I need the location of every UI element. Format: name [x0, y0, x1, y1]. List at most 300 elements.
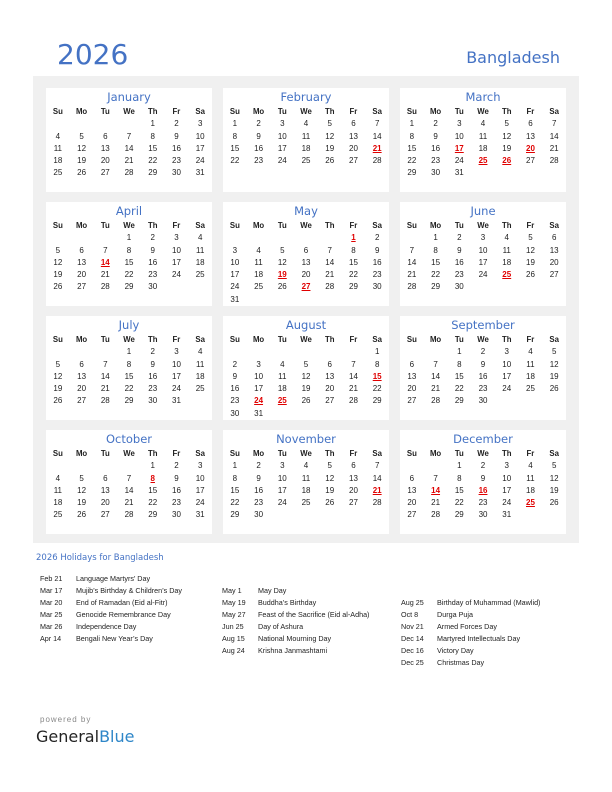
- day-cell: 5: [504, 119, 509, 129]
- calendar-panel: [33, 76, 579, 543]
- day-cell: 23: [254, 498, 264, 508]
- weekday-header: Fr: [172, 221, 181, 230]
- day-cell: 16: [230, 384, 240, 394]
- day-cell: 20: [407, 384, 417, 394]
- weekday-header: Sa: [549, 221, 559, 230]
- day-cell: 7: [409, 245, 415, 255]
- weekday-header: Fr: [172, 335, 181, 344]
- month-grid: [223, 448, 389, 522]
- day-cell: 14: [431, 371, 441, 381]
- day-cell: 7: [374, 461, 380, 471]
- weekday-header: Th: [324, 221, 335, 230]
- day-cell: 27: [100, 510, 110, 520]
- day-cell: 1: [457, 347, 462, 357]
- day-cell: 9: [433, 131, 438, 141]
- day-cell: 1: [457, 461, 462, 471]
- weekday-header: Th: [147, 335, 158, 344]
- day-cell: 30: [148, 282, 158, 292]
- day-cell: 8: [351, 245, 356, 255]
- day-cell: 26: [77, 510, 87, 520]
- month-july: [46, 316, 212, 420]
- day-cell: 18: [195, 371, 205, 381]
- empty-cell: [46, 346, 70, 358]
- day-cell: 24: [195, 156, 205, 166]
- weekday-header: Tu: [454, 449, 464, 458]
- month-september: [400, 316, 566, 420]
- weekday-header: Tu: [277, 449, 287, 458]
- holiday-name: Christmas Day: [437, 658, 485, 667]
- holiday-date: Dec 16: [401, 646, 424, 655]
- day-cell: 1: [126, 233, 132, 243]
- day-cell: 11: [301, 473, 311, 483]
- day-cell: 24: [502, 498, 512, 508]
- day-cell: 3: [174, 233, 179, 243]
- day-cell: 23: [454, 270, 464, 280]
- month-march: [400, 88, 566, 192]
- day-cell: 13: [301, 257, 311, 267]
- day-cell: 4: [197, 233, 203, 243]
- month-grid: [46, 106, 212, 180]
- holiday-item: [401, 645, 540, 657]
- month-december: [400, 430, 566, 534]
- day-cell: 14: [124, 143, 134, 153]
- day-cell: 24: [172, 270, 181, 280]
- day-cell: 25: [195, 270, 205, 280]
- day-cell: 31: [254, 408, 264, 418]
- day-cell: 8: [433, 245, 438, 255]
- day-cell: 9: [256, 473, 261, 483]
- weekday-header: We: [477, 107, 489, 116]
- empty-cell: [93, 232, 117, 244]
- day-cell: 6: [79, 359, 84, 369]
- weekday-header: We: [477, 221, 489, 230]
- day-cell: 27: [77, 282, 87, 292]
- day-cell: 1: [150, 119, 155, 129]
- day-cell: 31: [230, 294, 240, 304]
- brand-blue: Blue: [99, 727, 135, 746]
- day-cell: 5: [55, 245, 61, 255]
- holiday-day-cell: 14: [100, 257, 110, 267]
- weekday-header: Sa: [195, 449, 205, 458]
- day-cell: 27: [100, 168, 110, 178]
- weekday-header: Sa: [372, 335, 382, 344]
- day-cell: 19: [77, 498, 87, 508]
- month-grid: [223, 334, 389, 420]
- holiday-item: [40, 597, 182, 609]
- holiday-name: Day of Ashura: [258, 622, 304, 631]
- empty-cell: [270, 509, 294, 521]
- day-cell: 28: [325, 282, 335, 292]
- month-name: September: [451, 318, 515, 332]
- day-cell: 7: [126, 131, 132, 141]
- empty-cell: [70, 346, 94, 358]
- day-cell: 14: [100, 371, 110, 381]
- month-october: [46, 430, 212, 534]
- holiday-column: [222, 585, 369, 657]
- day-cell: 30: [478, 510, 488, 520]
- day-cell: 25: [53, 510, 63, 520]
- day-cell: 22: [230, 498, 240, 508]
- empty-cell: [318, 509, 342, 521]
- day-cell: 29: [230, 510, 240, 520]
- weekday-header: Mo: [75, 335, 88, 344]
- holiday-day-cell: 1: [351, 233, 356, 243]
- day-cell: 8: [374, 359, 380, 369]
- day-cell: 17: [277, 143, 287, 153]
- day-cell: 14: [349, 371, 358, 381]
- day-cell: 16: [172, 485, 181, 495]
- day-cell: 5: [303, 359, 309, 369]
- day-cell: 8: [232, 473, 238, 483]
- day-cell: 10: [454, 131, 464, 141]
- day-cell: 17: [502, 371, 512, 381]
- day-cell: 26: [53, 282, 63, 292]
- month-grid: [46, 448, 212, 522]
- day-cell: 7: [103, 245, 108, 255]
- weekday-header: Tu: [100, 107, 110, 116]
- weekday-header: Su: [52, 107, 63, 116]
- month-may: [223, 202, 389, 306]
- empty-cell: [223, 232, 247, 244]
- day-cell: 3: [197, 461, 203, 471]
- day-cell: 25: [301, 498, 311, 508]
- weekday-header: Th: [501, 221, 512, 230]
- day-cell: 21: [124, 156, 134, 166]
- day-cell: 25: [526, 384, 535, 394]
- day-cell: 22: [431, 270, 441, 280]
- month-grid: [46, 334, 212, 408]
- day-cell: 21: [431, 498, 441, 508]
- day-cell: 16: [454, 257, 464, 267]
- day-cell: 12: [77, 485, 87, 495]
- day-cell: 2: [480, 461, 486, 471]
- day-cell: 4: [280, 359, 285, 369]
- month-june: [400, 202, 566, 306]
- day-cell: 18: [526, 485, 535, 495]
- day-cell: 8: [150, 131, 155, 141]
- weekday-header: We: [123, 107, 135, 116]
- day-cell: 26: [526, 270, 535, 280]
- empty-cell: [46, 232, 70, 244]
- day-cell: 11: [278, 371, 287, 381]
- day-cell: 13: [77, 257, 87, 267]
- day-cell: 27: [349, 498, 358, 508]
- day-cell: 8: [126, 359, 132, 369]
- holiday-item: [222, 621, 369, 633]
- day-cell: 16: [372, 257, 382, 267]
- day-cell: 27: [349, 156, 358, 166]
- empty-cell: [247, 346, 271, 358]
- month-name: April: [115, 204, 143, 218]
- day-cell: 30: [478, 396, 488, 406]
- month-february: [223, 88, 389, 192]
- generalblue-logo[interactable]: [36, 727, 134, 746]
- empty-cell: [294, 346, 318, 358]
- day-cell: 12: [77, 143, 87, 153]
- day-cell: 3: [504, 347, 509, 357]
- holiday-item: [401, 621, 540, 633]
- day-cell: 18: [53, 498, 63, 508]
- day-cell: 20: [77, 384, 87, 394]
- weekday-header: Tu: [277, 221, 287, 230]
- day-cell: 19: [526, 257, 535, 267]
- empty-cell: [294, 509, 318, 521]
- day-cell: 7: [126, 473, 132, 483]
- day-cell: 26: [549, 498, 559, 508]
- weekday-header: Mo: [75, 449, 88, 458]
- day-cell: 14: [372, 473, 382, 483]
- holiday-item: [222, 609, 369, 621]
- day-cell: 29: [124, 282, 134, 292]
- day-cell: 9: [174, 131, 179, 141]
- month-grid: [400, 220, 566, 294]
- day-cell: 11: [196, 359, 205, 369]
- day-cell: 29: [124, 396, 134, 406]
- holiday-column: [40, 573, 182, 645]
- holiday-date: Dec 14: [401, 634, 424, 643]
- holiday-date: Mar 25: [40, 610, 63, 619]
- holiday-day-cell: 17: [454, 143, 464, 153]
- day-cell: 31: [172, 396, 181, 406]
- day-cell: 6: [79, 245, 84, 255]
- day-cell: 2: [480, 347, 486, 357]
- day-cell: 10: [277, 473, 287, 483]
- day-cell: 21: [100, 384, 110, 394]
- day-cell: 28: [372, 156, 382, 166]
- holiday-date: Dec 25: [401, 658, 424, 667]
- day-cell: 19: [502, 143, 512, 153]
- empty-cell: [188, 395, 212, 407]
- day-cell: 5: [79, 131, 84, 141]
- day-cell: 3: [280, 461, 285, 471]
- holiday-date: Mar 26: [40, 622, 63, 631]
- holiday-day-cell: 21: [372, 143, 382, 153]
- weekday-header: Mo: [429, 335, 442, 344]
- day-cell: 23: [431, 156, 441, 166]
- day-cell: 26: [325, 498, 335, 508]
- day-cell: 24: [277, 498, 287, 508]
- day-cell: 9: [256, 131, 261, 141]
- month-name: November: [276, 432, 336, 446]
- weekday-header: Mo: [252, 107, 265, 116]
- empty-cell: [542, 281, 566, 293]
- holiday-name: Language Martyrs’ Day: [76, 574, 151, 583]
- day-cell: 6: [528, 119, 533, 129]
- day-cell: 12: [549, 359, 559, 369]
- empty-cell: [471, 281, 495, 293]
- day-cell: 10: [478, 245, 488, 255]
- holiday-item: [222, 585, 369, 597]
- day-cell: 30: [254, 510, 264, 520]
- empty-cell: [117, 118, 141, 130]
- weekday-header: We: [123, 449, 135, 458]
- day-cell: 4: [303, 461, 309, 471]
- holiday-date: Mar 17: [40, 586, 63, 595]
- empty-cell: [270, 346, 294, 358]
- day-cell: 17: [478, 257, 488, 267]
- weekday-header: Fr: [172, 107, 181, 116]
- weekday-header: Fr: [526, 221, 535, 230]
- weekday-header: Sa: [549, 107, 559, 116]
- day-cell: 2: [256, 461, 261, 471]
- day-cell: 5: [551, 347, 557, 357]
- day-cell: 9: [150, 245, 155, 255]
- day-cell: 2: [150, 233, 155, 243]
- weekday-header: Fr: [526, 449, 535, 458]
- empty-cell: [400, 232, 424, 244]
- day-cell: 10: [502, 473, 512, 483]
- day-cell: 2: [174, 461, 179, 471]
- day-cell: 12: [301, 371, 311, 381]
- empty-cell: [46, 118, 70, 130]
- day-cell: 13: [407, 485, 417, 495]
- weekday-header: Th: [324, 449, 335, 458]
- day-cell: 6: [551, 233, 557, 243]
- holiday-name: May Day: [258, 586, 287, 595]
- holiday-name: End of Ramadan (Eid al-Fitr): [76, 598, 168, 607]
- day-cell: 15: [148, 485, 158, 495]
- day-cell: 23: [148, 270, 158, 280]
- empty-cell: [495, 395, 519, 407]
- day-cell: 3: [457, 119, 462, 129]
- day-cell: 4: [528, 461, 533, 471]
- empty-cell: [270, 232, 294, 244]
- holiday-name: Mujib’s Birthday & Children’s Day: [76, 586, 182, 595]
- day-cell: 24: [277, 156, 287, 166]
- day-cell: 29: [454, 510, 464, 520]
- day-cell: 1: [374, 347, 380, 357]
- day-cell: 23: [172, 156, 181, 166]
- day-cell: 31: [195, 510, 205, 520]
- day-cell: 16: [172, 143, 181, 153]
- holiday-name: Victory Day: [437, 646, 474, 655]
- day-cell: 2: [433, 119, 438, 129]
- day-cell: 31: [195, 168, 205, 178]
- empty-cell: [270, 408, 294, 420]
- weekday-header: Su: [406, 107, 417, 116]
- day-cell: 4: [528, 347, 533, 357]
- day-cell: 15: [148, 143, 158, 153]
- holiday-day-cell: 15: [372, 371, 382, 381]
- day-cell: 20: [100, 498, 110, 508]
- day-cell: 26: [549, 384, 559, 394]
- day-cell: 16: [254, 485, 264, 495]
- weekday-header: Sa: [195, 107, 205, 116]
- holiday-day-cell: 25: [502, 270, 512, 280]
- holiday-date: Mar 20: [40, 598, 63, 607]
- day-cell: 6: [103, 131, 108, 141]
- holiday-date: Aug 15: [222, 634, 245, 643]
- weekday-header: Th: [147, 449, 158, 458]
- empty-cell: [70, 118, 94, 130]
- day-cell: 5: [327, 119, 332, 129]
- day-cell: 26: [53, 396, 63, 406]
- day-cell: 29: [407, 168, 417, 178]
- day-cell: 21: [100, 270, 110, 280]
- day-cell: 10: [172, 359, 181, 369]
- day-cell: 23: [172, 498, 181, 508]
- day-cell: 22: [349, 270, 358, 280]
- month-grid: [400, 448, 566, 522]
- day-cell: 11: [526, 359, 535, 369]
- holiday-name: Durga Puja: [437, 610, 473, 619]
- day-cell: 8: [126, 245, 132, 255]
- weekday-header: Tu: [100, 221, 110, 230]
- day-cell: 14: [124, 485, 134, 495]
- empty-cell: [519, 281, 543, 293]
- month-august: [223, 316, 389, 420]
- empty-cell: [400, 346, 424, 358]
- weekday-header: Mo: [429, 107, 442, 116]
- day-cell: 24: [454, 156, 464, 166]
- day-cell: 28: [100, 396, 110, 406]
- empty-cell: [93, 460, 117, 472]
- empty-cell: [519, 167, 543, 179]
- month-name: August: [285, 318, 327, 332]
- day-cell: 6: [103, 473, 108, 483]
- empty-cell: [93, 118, 117, 130]
- empty-cell: [270, 294, 294, 306]
- day-cell: 27: [325, 396, 335, 406]
- empty-cell: [400, 460, 424, 472]
- day-cell: 17: [172, 257, 181, 267]
- day-cell: 28: [124, 510, 134, 520]
- day-cell: 4: [197, 347, 203, 357]
- weekday-header: Su: [229, 449, 240, 458]
- day-cell: 10: [502, 359, 512, 369]
- day-cell: 14: [549, 131, 559, 141]
- day-cell: 21: [349, 384, 358, 394]
- day-cell: 29: [372, 396, 382, 406]
- month-name: December: [453, 432, 513, 446]
- weekday-header: Th: [324, 335, 335, 344]
- day-cell: 9: [480, 473, 486, 483]
- day-cell: 13: [349, 131, 358, 141]
- day-cell: 30: [431, 168, 441, 178]
- day-cell: 12: [549, 473, 559, 483]
- weekday-header: Su: [52, 449, 63, 458]
- empty-cell: [542, 395, 566, 407]
- month-grid: [400, 106, 566, 180]
- day-cell: 17: [172, 371, 181, 381]
- day-cell: 19: [301, 384, 311, 394]
- weekday-header: Fr: [526, 335, 535, 344]
- day-cell: 3: [480, 233, 486, 243]
- month-january: [46, 88, 212, 192]
- day-cell: 4: [55, 473, 61, 483]
- holiday-date: Feb 21: [40, 574, 63, 583]
- day-cell: 13: [100, 485, 110, 495]
- holiday-item: [40, 621, 182, 633]
- weekday-header: Th: [501, 107, 512, 116]
- weekday-header: Tu: [277, 107, 287, 116]
- weekday-header: Tu: [277, 335, 287, 344]
- weekday-header: Sa: [549, 335, 559, 344]
- weekday-header: Tu: [454, 221, 464, 230]
- weekday-header: Su: [406, 449, 417, 458]
- empty-cell: [117, 460, 141, 472]
- day-cell: 17: [195, 143, 205, 153]
- day-cell: 20: [349, 143, 358, 153]
- weekday-header: Su: [229, 107, 240, 116]
- holiday-day-cell: 21: [372, 485, 382, 495]
- holiday-item: [222, 597, 369, 609]
- day-cell: 21: [431, 384, 441, 394]
- day-cell: 15: [230, 485, 240, 495]
- weekday-header: We: [477, 449, 489, 458]
- day-cell: 17: [195, 485, 205, 495]
- month-grid: [46, 220, 212, 294]
